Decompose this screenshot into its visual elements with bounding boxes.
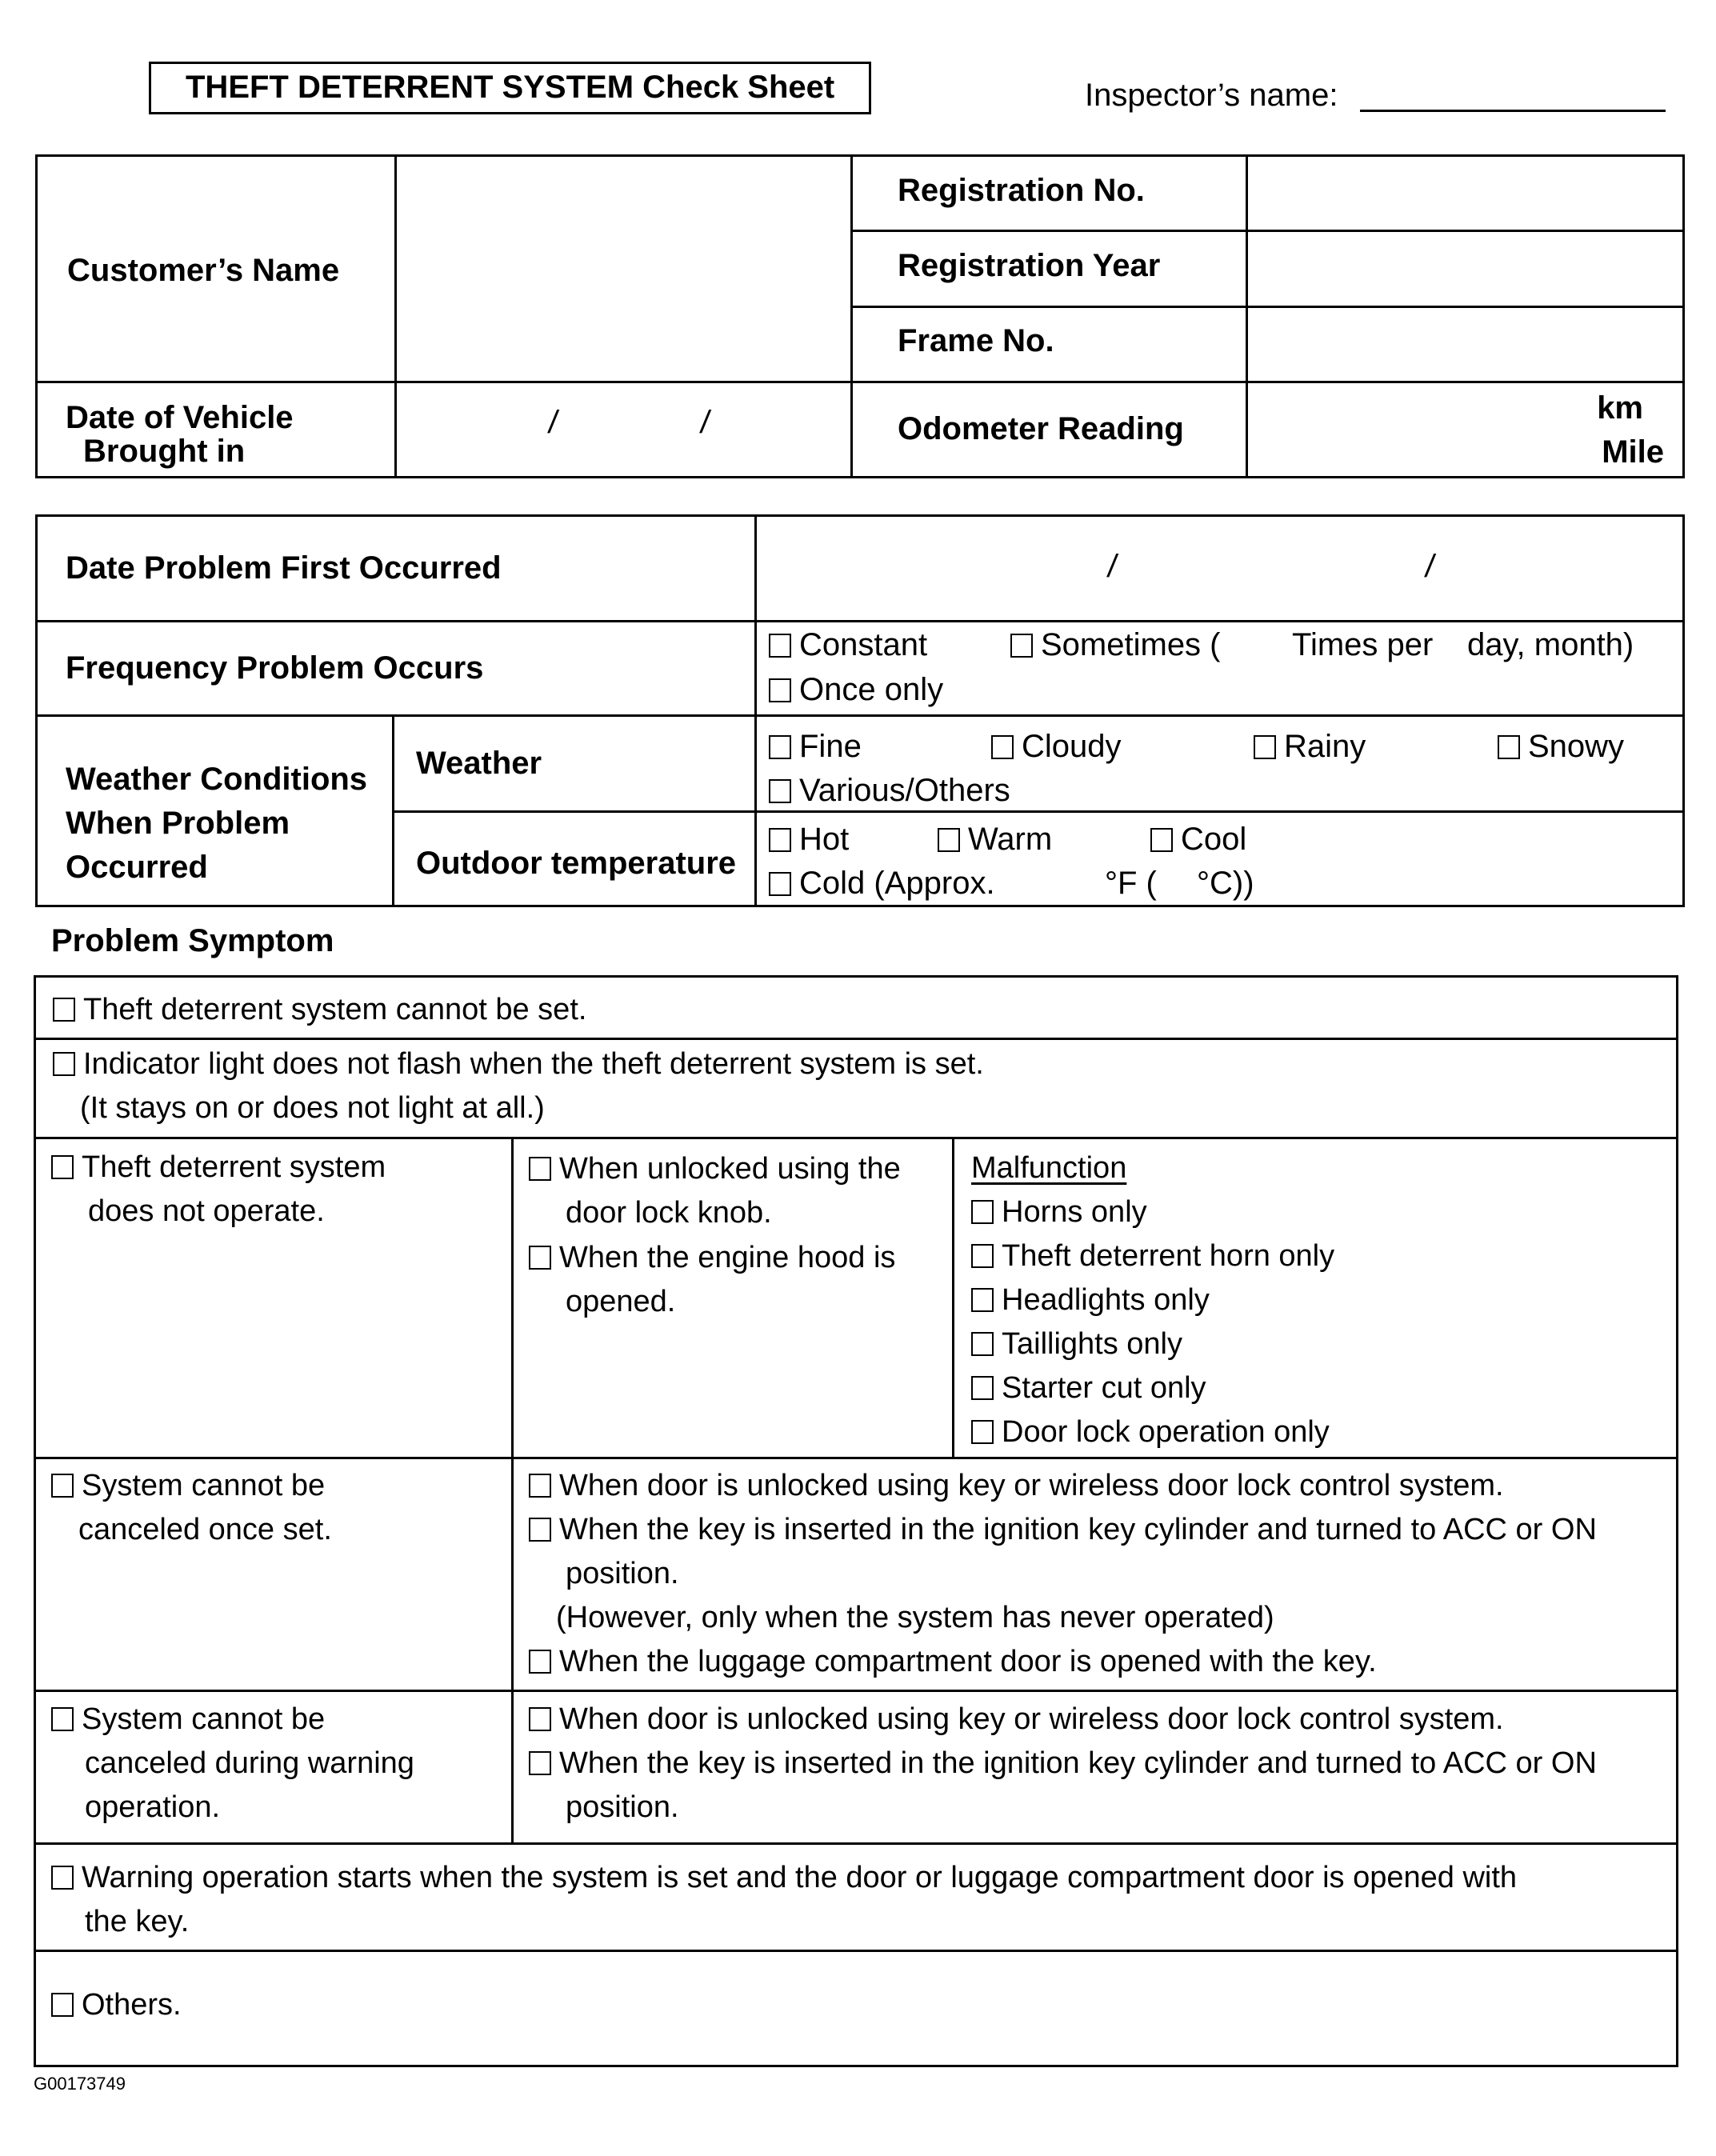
option-label: Hot <box>799 822 850 857</box>
condition-option[interactable] <box>529 1742 1597 1786</box>
weather-option-various[interactable] <box>769 774 1010 806</box>
checkbox[interactable] <box>529 1650 551 1674</box>
option-label: Cool <box>1181 822 1247 857</box>
checkbox[interactable] <box>1254 735 1276 759</box>
date-separator: / <box>698 405 713 440</box>
weather-conditions-label-line1: Weather Conditions <box>66 762 368 797</box>
temperature-option-cold[interactable] <box>769 867 995 899</box>
frame-no-field[interactable] <box>1250 310 1681 379</box>
divider <box>34 1137 1678 1139</box>
registration-no-label: Registration No. <box>898 173 1145 208</box>
checkbox[interactable] <box>529 1518 551 1542</box>
checkbox[interactable] <box>529 1474 551 1498</box>
checkbox[interactable] <box>991 735 1014 759</box>
malfunction-option[interactable] <box>971 1234 1334 1278</box>
weather-option-rainy[interactable] <box>1254 730 1366 762</box>
condition-option[interactable] <box>529 1698 1597 1742</box>
date-brought-in-label-line1: Date of Vehicle <box>66 400 294 435</box>
checkbox[interactable] <box>769 634 791 658</box>
weather-conditions-label-line3: Occurred <box>66 850 208 885</box>
option-label: When door is unlocked using key or wireless door lock control system. <box>559 1469 1504 1502</box>
weather-option-cloudy[interactable] <box>991 730 1122 762</box>
divider <box>850 154 853 478</box>
temperature-option-cool[interactable] <box>1150 823 1246 855</box>
divider <box>952 1137 954 1457</box>
option-label: Taillights only <box>1002 1327 1182 1361</box>
divider <box>754 514 757 907</box>
divider <box>35 620 1685 622</box>
weather-label: Weather <box>416 746 542 781</box>
option-label-cont: position. <box>566 1790 679 1824</box>
weather-option-fine[interactable] <box>769 730 862 762</box>
option-label: When unlocked using the <box>559 1152 901 1186</box>
page-title: THEFT DETERRENT SYSTEM Check Sheet <box>186 70 835 105</box>
checkbox[interactable] <box>769 779 791 803</box>
option-label-cont: opened. <box>566 1285 676 1318</box>
date-brought-in-label <box>66 401 294 468</box>
divider <box>1246 154 1248 478</box>
checkbox[interactable] <box>51 1993 74 2017</box>
option-label-cont: canceled during warning <box>85 1746 414 1780</box>
symptom-cannot-cancel-during-warning[interactable] <box>51 1698 414 1830</box>
checkbox[interactable] <box>769 678 791 702</box>
checkbox[interactable] <box>769 872 791 896</box>
option-label-cont: door lock knob. <box>566 1196 772 1230</box>
option-label: When the luggage compartment door is opened with the key. <box>559 1645 1377 1678</box>
option-label: Various/Others <box>799 773 1010 808</box>
checkbox[interactable] <box>971 1332 994 1356</box>
malfunction-title: Malfunction <box>971 1151 1127 1185</box>
option-label: Door lock operation only <box>1002 1415 1330 1449</box>
option-label-cont: canceled once set. <box>78 1513 332 1546</box>
option-note: (It stays on or does not light at all.) <box>80 1091 545 1125</box>
option-label: Theft deterrent system cannot be set. <box>83 993 587 1026</box>
date-separator: / <box>1422 549 1438 584</box>
checkbox[interactable] <box>529 1707 551 1731</box>
option-label: Horns only <box>1002 1195 1147 1229</box>
odometer-label: Odometer Reading <box>898 411 1184 446</box>
option-label: When door is unlocked using key or wireless door lock control system. <box>559 1702 1504 1736</box>
option-label: Theft deterrent horn only <box>1002 1239 1335 1273</box>
option-label: Starter cut only <box>1002 1371 1206 1405</box>
malfunction-option[interactable] <box>971 1410 1334 1454</box>
registration-year-label: Registration Year <box>898 248 1161 283</box>
malfunction-group <box>971 1146 1334 1454</box>
checkbox[interactable] <box>1150 828 1173 852</box>
fahrenheit-label: °F ( <box>1105 866 1157 901</box>
checkbox[interactable] <box>53 998 75 1022</box>
checkbox[interactable] <box>971 1288 994 1312</box>
times-per-label: Times per <box>1292 627 1434 662</box>
checkbox[interactable] <box>971 1376 994 1400</box>
option-label: Fine <box>799 729 862 764</box>
malfunction-option[interactable] <box>971 1190 1334 1234</box>
day-month-label: day, month) <box>1467 627 1634 662</box>
checkbox[interactable] <box>53 1052 75 1076</box>
checkbox[interactable] <box>971 1200 994 1224</box>
option-label: Sometimes ( <box>1041 627 1221 662</box>
condition-door-lock-knob[interactable] <box>529 1147 901 1235</box>
inspector-name-field[interactable] <box>1360 79 1666 112</box>
checkbox[interactable] <box>51 1866 74 1890</box>
option-label: Warm <box>968 822 1053 857</box>
option-label-cont: does not operate. <box>88 1194 325 1228</box>
condition-engine-hood[interactable] <box>529 1236 895 1324</box>
option-label: System cannot be <box>82 1469 326 1502</box>
option-label: Others. <box>82 1988 182 2022</box>
checkbox[interactable] <box>769 828 791 852</box>
weather-conditions-label-line2: When Problem <box>66 806 290 841</box>
option-label: When the engine hood is <box>559 1241 896 1274</box>
checkbox[interactable] <box>1010 634 1033 658</box>
malfunction-option[interactable] <box>971 1322 1334 1366</box>
checkbox[interactable] <box>529 1751 551 1775</box>
frame-no-label: Frame No. <box>898 323 1054 358</box>
temperature-option-warm[interactable] <box>938 823 1052 855</box>
condition-option[interactable] <box>529 1640 1597 1684</box>
divider <box>850 230 1685 232</box>
frequency-sometimes-option[interactable] <box>1010 629 1221 661</box>
temperature-option-hot[interactable] <box>769 823 849 855</box>
checkbox[interactable] <box>529 1246 551 1270</box>
option-label: Theft deterrent system <box>82 1150 386 1184</box>
symptom-does-not-operate[interactable] <box>51 1146 386 1234</box>
symptom-cannot-cancel-once-set[interactable] <box>51 1464 332 1552</box>
symptom-cannot-be-set[interactable] <box>53 988 586 1032</box>
registration-year-field[interactable] <box>1250 234 1681 303</box>
checkbox[interactable] <box>51 1707 74 1731</box>
divider <box>850 306 1685 308</box>
celsius-label: °C)) <box>1197 866 1254 901</box>
option-label: System cannot be <box>82 1702 326 1736</box>
option-label: Warning operation starts when the system is set and the door or luggage compartment door is opened with <box>82 1861 1518 1894</box>
date-brought-in-label-line2: Brought in <box>83 434 246 469</box>
checkbox[interactable] <box>1498 735 1520 759</box>
option-label-cont: position. <box>566 1557 679 1590</box>
registration-no-field[interactable] <box>1250 159 1681 228</box>
figure-id: G00173749 <box>34 2074 126 2094</box>
divider <box>34 1950 1678 1952</box>
checkbox[interactable] <box>51 1474 74 1498</box>
symptom-warning-starts[interactable] <box>51 1856 1517 1944</box>
temperature-label: Outdoor temperature <box>416 846 737 881</box>
checkbox[interactable] <box>529 1157 551 1181</box>
condition-option[interactable] <box>529 1508 1597 1552</box>
checkbox[interactable] <box>938 828 960 852</box>
divider <box>34 1842 1678 1845</box>
checkbox[interactable] <box>769 735 791 759</box>
frequency-constant-option[interactable] <box>769 629 927 661</box>
divider <box>394 154 397 478</box>
inspector-label: Inspector’s name: <box>1085 78 1338 113</box>
symptom-indicator-light[interactable] <box>53 1042 984 1130</box>
option-label: When the key is inserted in the ignition key cylinder and turned to ACC or ON <box>559 1746 1597 1780</box>
option-label-cont: the key. <box>85 1905 190 1938</box>
odometer-unit-mile: Mile <box>1602 434 1664 470</box>
weather-conditions-label <box>66 758 367 890</box>
date-first-occurred-label: Date Problem First Occurred <box>66 550 502 586</box>
date-first-occurred-field[interactable] <box>760 520 1680 616</box>
symptom-others[interactable] <box>51 1983 182 2027</box>
option-label-cont: operation. <box>85 1790 221 1824</box>
frequency-once-option[interactable] <box>769 674 943 706</box>
option-label: Cold (Approx. <box>799 866 995 901</box>
option-label: When the key is inserted in the ignition key cylinder and turned to ACC or ON <box>559 1513 1597 1546</box>
divider <box>34 1457 1678 1459</box>
problem-symptom-title: Problem Symptom <box>51 923 334 958</box>
customer-name-field[interactable] <box>400 160 846 378</box>
option-label: Indicator light does not flash when the theft deterrent system is set. <box>83 1047 984 1081</box>
checkbox[interactable] <box>971 1244 994 1268</box>
divider <box>34 1690 1678 1692</box>
divider <box>35 714 1685 717</box>
date-separator: / <box>1105 549 1120 584</box>
divider <box>35 381 1685 383</box>
cancel-during-warning-conditions <box>529 1698 1597 1830</box>
cancel-once-set-conditions <box>529 1464 1597 1684</box>
weather-option-snowy[interactable] <box>1498 730 1624 762</box>
option-note: (However, only when the system has never operated) <box>556 1601 1274 1634</box>
divider <box>34 1038 1678 1040</box>
checkbox[interactable] <box>51 1155 74 1179</box>
option-label: Cloudy <box>1022 729 1122 764</box>
option-label: Headlights only <box>1002 1283 1210 1317</box>
divider <box>392 810 1685 813</box>
option-label: Once only <box>799 672 944 707</box>
frequency-label: Frequency Problem Occurs <box>66 650 484 686</box>
malfunction-option[interactable] <box>971 1366 1334 1410</box>
option-label: Snowy <box>1528 729 1625 764</box>
option-label: Constant <box>799 627 928 662</box>
date-separator: / <box>546 405 561 440</box>
checkbox[interactable] <box>971 1420 994 1444</box>
customer-name-label: Customer’s Name <box>67 253 340 288</box>
date-brought-in-field[interactable] <box>400 386 846 474</box>
divider <box>511 1137 514 1842</box>
malfunction-option[interactable] <box>971 1278 1334 1322</box>
odometer-unit-km: km <box>1597 390 1643 426</box>
option-label: Rainy <box>1284 729 1366 764</box>
condition-option[interactable] <box>529 1464 1597 1508</box>
